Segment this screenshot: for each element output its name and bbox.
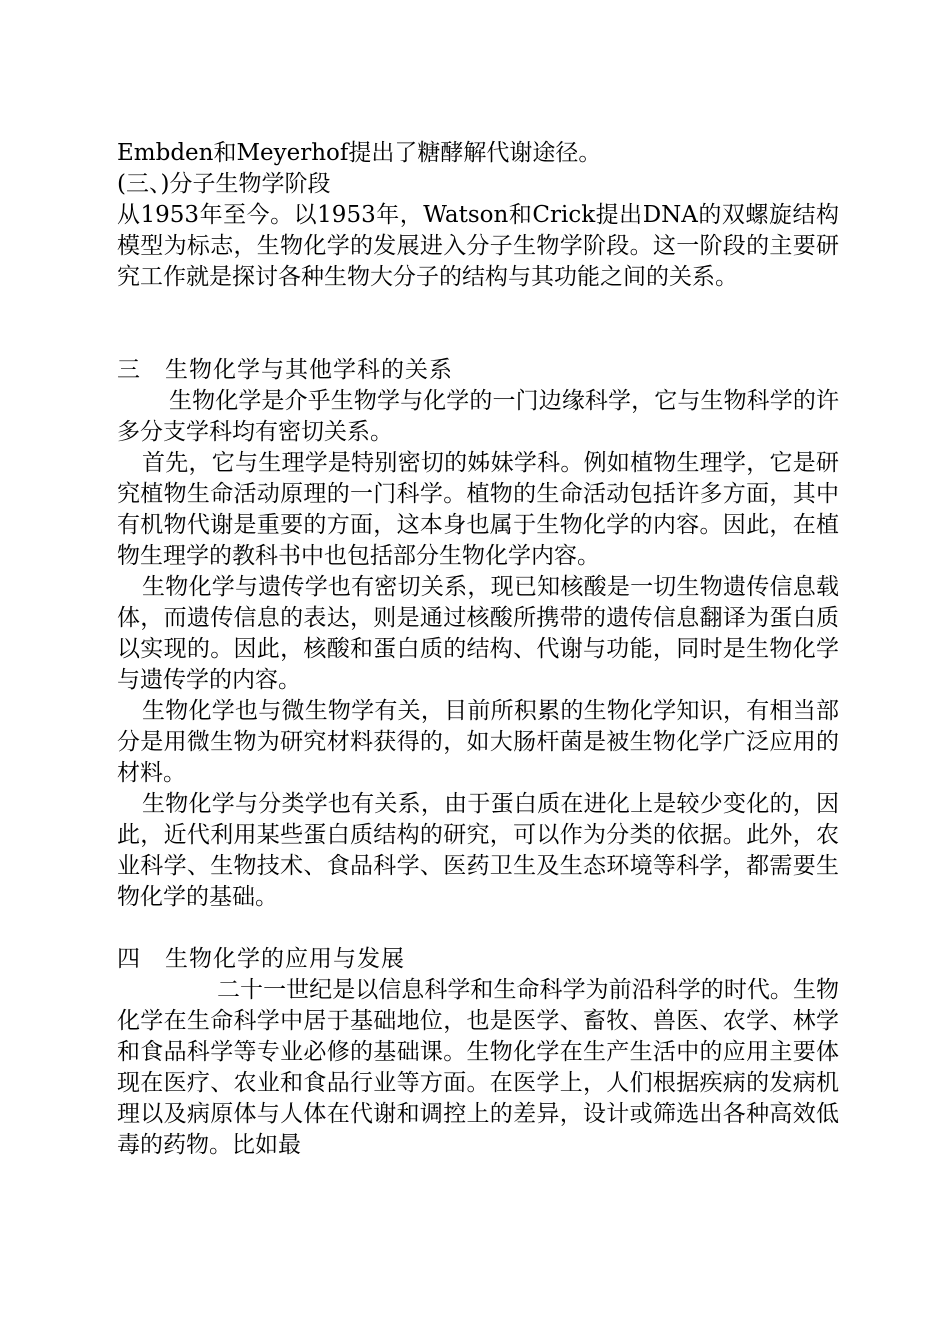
section-3-paragraph-5: 生物化学与分类学也有关系，由于蛋白质在进化上是较少变化的，因此，近代利用某些蛋白质结构的研究，可以作为分类的依据。此外，农业科学、生物技术、食品科学、医药卫生及生态环境等科学，都需要生物化学的基础。 [117, 791, 839, 910]
section-3-paragraph-1: 生物化学是介乎生物学与化学的一门边缘科学，它与生物科学的许多分支学科均有密切关系。 [117, 388, 839, 445]
section-4-heading: 四 生物化学的应用与发展 [117, 946, 405, 972]
section-3-paragraph-4: 生物化学也与微生物学有关，目前所积累的生物化学知识，有相当部分是用微生物为研究材料获得的，如大肠杆菌是被生物化学广泛应用的材料。 [117, 698, 839, 786]
subheading-molecular-biology-stage: (三、)分子生物学阶段 [117, 171, 331, 197]
section-3-paragraph-3: 生物化学与遗传学也有密切关系，现已知核酸是一切生物遗传信息载体，而遗传信息的表达，则是通过核酸所携带的遗传信息翻译为蛋白质以实现的。因此，核酸和蛋白质的结构、代谢与功能，同时是生物化学与遗传学的内容。 [117, 574, 839, 693]
spacer [117, 293, 839, 355]
paragraph-molecular-biology-stage: 从1953年至今。以1953年，Watson和Crick提出DNA的双螺旋结构模型为标志，生物化学的发展进入分子生物学阶段。这一阶段的主要研究工作就是探讨各种生物大分子的结构与其功能之间的关系。 [117, 202, 839, 290]
section-4-paragraph-1: 二十一世纪是以信息科学和生命科学为前沿科学的时代。生物化学在生命科学中居于基础地位，也是医学、畜牧、兽医、农学、林学和食品科学等专业必修的基础课。生物化学在生产生活中的应用主要体现在医疗、农业和食品行业等方面。在医学上，人们根据疾病的发病机理以及病原体与人体在代谢和调控上的差异，设计或筛选出各种高效低毒的药物。比如最 [117, 977, 839, 1158]
intro-line: Embden和Meyerhof提出了糖酵解代谢途径。 [117, 140, 602, 166]
section-3-heading: 三 生物化学与其他学科的关系 [117, 357, 453, 383]
document-page [117, 138, 839, 1161]
section-3-paragraph-2: 首先，它与生理学是特别密切的姊妹学科。例如植物生理学，它是研究植物生命活动原理的一门科学。植物的生命活动包括许多方面，其中有机物代谢是重要的方面，这本身也属于生物化学的内容。因此，在植物生理学的教科书中也包括部分生物化学内容。 [117, 450, 839, 569]
spacer [117, 913, 839, 944]
